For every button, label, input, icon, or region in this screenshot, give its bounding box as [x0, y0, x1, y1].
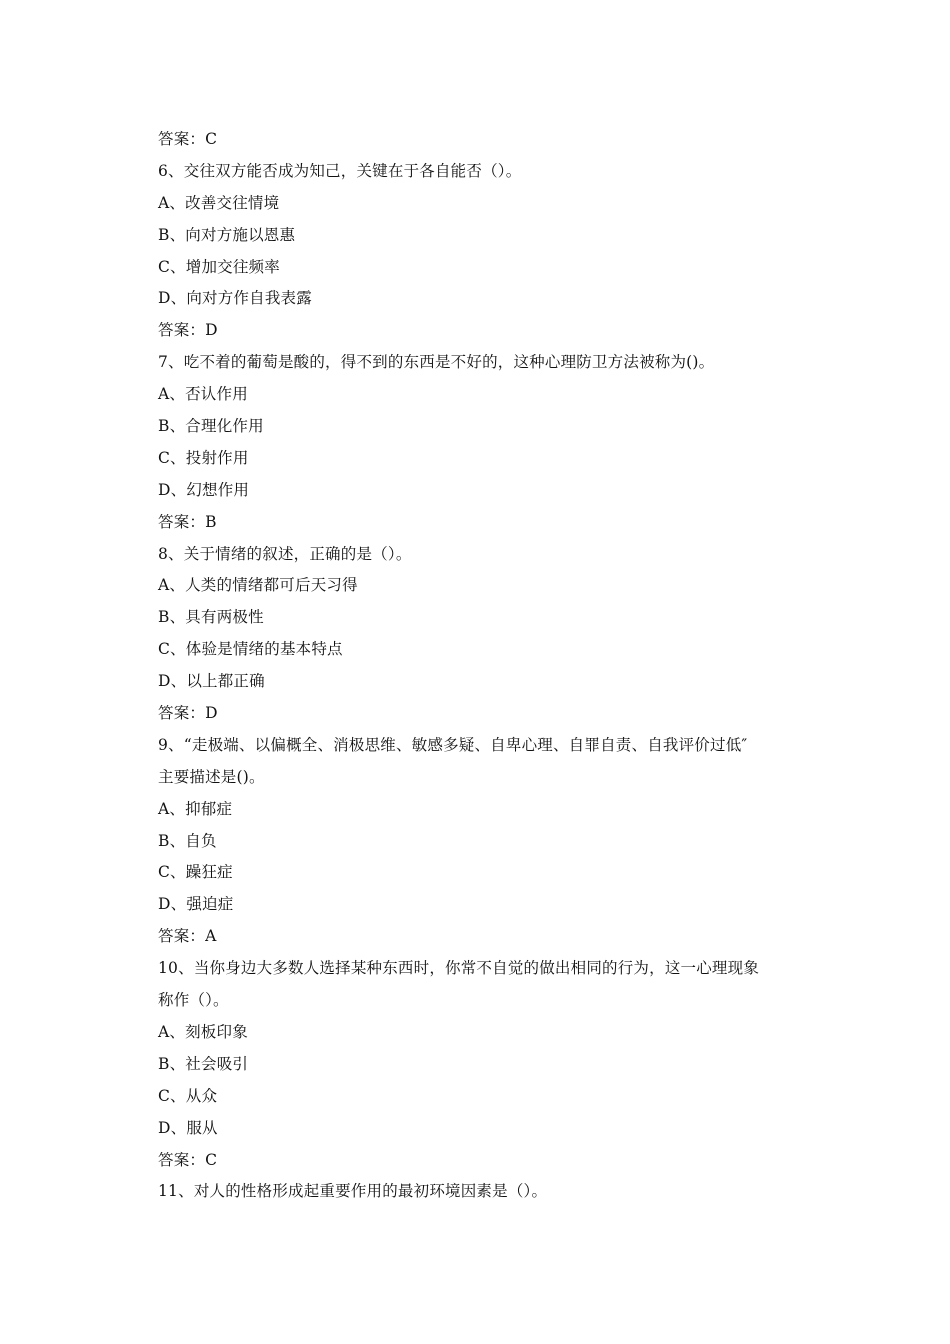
question-6: 6、交往双方能否成为知己，关键在于各自能否（）。 [158, 161, 522, 180]
option-line: B、自负 [158, 831, 217, 850]
document-content [158, 124, 818, 1208]
option-line: B、向对方施以恩惠 [158, 225, 296, 244]
option-line: D、强迫症 [158, 895, 234, 914]
option-line: B、合理化作用 [158, 417, 264, 436]
option-line: D、以上都正确 [158, 672, 265, 691]
answer-line: 答案：B [158, 512, 217, 531]
option-line: C、增加交往频率 [158, 257, 280, 276]
option-line: A、否认作用 [158, 385, 248, 404]
question-11: 11、对人的性格形成起重要作用的最初环境因素是（）。 [158, 1182, 548, 1201]
question-9: 9、“走极端、以偏概全、消极思维、敏感多疑、自卑心理、自罪自责、自我评价过低″ [158, 735, 748, 754]
question-9-continuation: 主要描述是()。 [158, 767, 265, 786]
option-line: B、具有两极性 [158, 608, 264, 627]
option-line: D、向对方作自我表露 [158, 289, 312, 308]
option-line: A、改善交往情境 [158, 193, 280, 212]
question-10-continuation: 称作（）。 [158, 991, 229, 1010]
question-10: 10、当你身边大多数人选择某种东西时，你常不自觉的做出相同的行为，这一心理现象 [158, 959, 760, 978]
answer-line: 答案：A [158, 927, 217, 946]
option-line: C、投射作用 [158, 448, 249, 467]
option-line: D、幻想作用 [158, 480, 250, 499]
answer-line: 答案：C [158, 130, 218, 148]
question-8: 8、关于情绪的叙述，正确的是（）。 [158, 544, 412, 563]
option-line: A、抑郁症 [158, 799, 233, 818]
answer-line: 答案：C [158, 1150, 218, 1169]
option-line: C、体验是情绪的基本特点 [158, 640, 343, 659]
question-7: 7、吃不着的葡萄是酸的，得不到的东西是不好的，这种心理防卫方法被称为()。 [158, 353, 715, 372]
answer-line: 答案：D [158, 704, 218, 723]
option-line: C、从众 [158, 1086, 218, 1105]
option-line: A、刻板印象 [158, 1022, 248, 1041]
option-line: B、社会吸引 [158, 1054, 249, 1073]
answer-line: 答案：D [158, 321, 218, 340]
option-line: D、服从 [158, 1118, 218, 1137]
option-line: A、人类的情绪都可后天习得 [158, 576, 358, 595]
option-line: C、躁狂症 [158, 863, 233, 882]
